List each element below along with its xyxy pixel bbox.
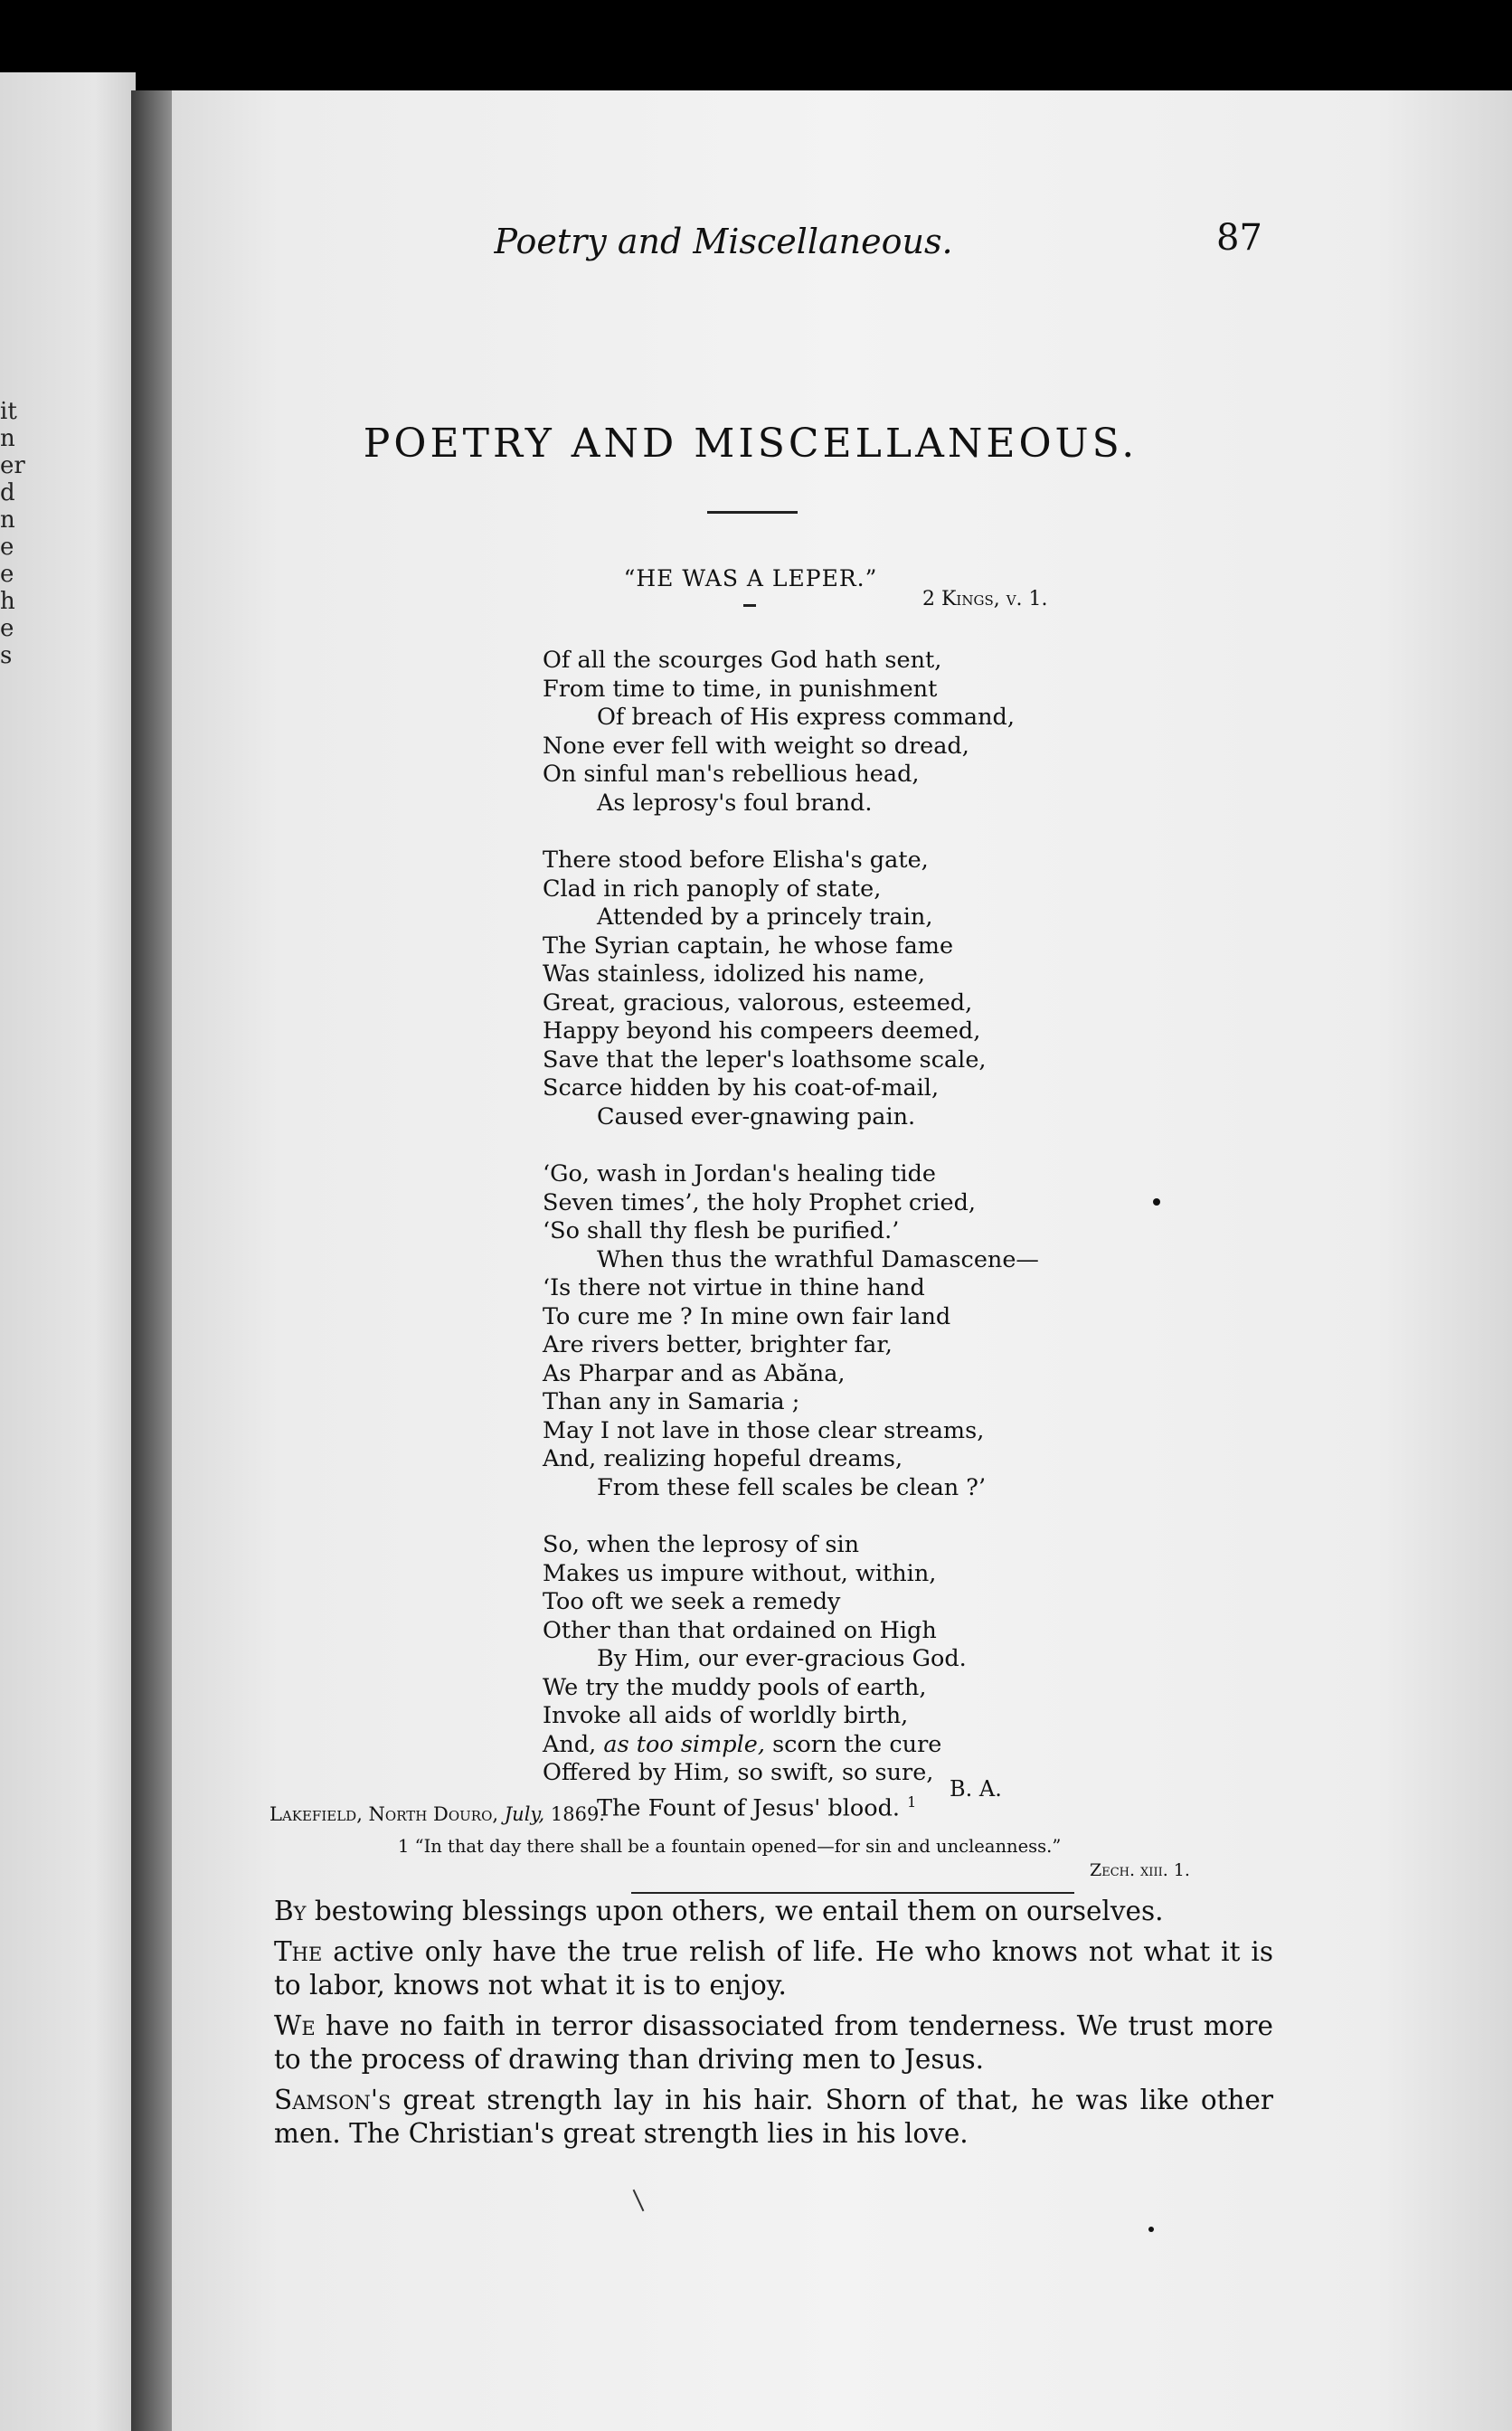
facing-fragment: e: [0, 561, 14, 588]
poem-reference: 2 Kings, v. 1.: [922, 588, 1048, 610]
section-title: POETRY AND MISCELLANEOUS.: [363, 421, 1139, 467]
poem-line: Was stainless, idolized his name,: [543, 960, 926, 988]
maxim-lead: Samson's: [274, 2085, 392, 2115]
poem-line: Makes us impure without, within,: [543, 1559, 937, 1587]
poem-line: Great, gracious, valorous, esteemed,: [543, 988, 973, 1017]
maxim-text: bestowing blessings upon others, we entail them on ourselves.: [306, 1896, 1164, 1926]
facing-fragment: it: [0, 398, 17, 425]
poem-signature: B. A.: [950, 1776, 1002, 1802]
poem-line: Attended by a princely train,: [597, 903, 933, 931]
maxim-lead: By: [274, 1896, 307, 1926]
place-year: 1869.: [550, 1803, 605, 1825]
poem-line: When thus the wrathful Damascene—: [597, 1245, 1039, 1273]
poem-line-italic: as too simple,: [603, 1730, 765, 1758]
facing-fragment: e: [0, 534, 14, 561]
poem-line: None ever fell with weight so dread,: [543, 732, 969, 760]
poem-line: Caused ever-gnawing pain.: [597, 1102, 916, 1130]
poem-line: On sinful man's rebellious head,: [543, 761, 920, 788]
poem-line-part: And,: [543, 1730, 597, 1758]
footnote-marker: 1: [907, 1793, 917, 1811]
poem-line: Other than that ordained on High: [543, 1616, 937, 1644]
maxim-text: great strength lay in his hair. Shorn of that, he was like other men. The Christian's great strength lies in his love.: [274, 2085, 1273, 2149]
poem-line: There stood before Elisha's gate,: [543, 847, 929, 874]
poem-line: Are rivers better, brighter far,: [543, 1331, 893, 1358]
maxim-text: active only have the true relish of life. He who knows not what it is to labor, knows not what it is to enjoy.: [274, 1936, 1273, 2001]
maxim-lead: The: [274, 1936, 323, 1967]
poem-line: Scarce hidden by his coat-of-mail,: [543, 1074, 940, 1102]
maxim-paragraph: [274, 2084, 1273, 2151]
poem-line-part: The Fount of Jesus' blood.: [597, 1794, 901, 1821]
book-spine-shadow: [131, 90, 176, 2431]
running-head: Poetry and Miscellaneous.: [494, 222, 953, 261]
poem-line-part: scorn the cure: [772, 1730, 942, 1758]
poem-line: Clad in rich panoply of state,: [543, 875, 882, 903]
poem-line: Than any in Samaria ;: [543, 1388, 800, 1415]
poem-line: Happy beyond his compeers deemed,: [543, 1017, 981, 1045]
facing-fragment: h: [0, 588, 15, 615]
poem-place-date: [269, 1803, 605, 1825]
facing-fragment: d: [0, 479, 15, 506]
poem-line: Of all the scourges God hath sent,: [543, 647, 942, 674]
poem-dash: [743, 604, 756, 607]
poem-line: As leprosy's foul brand.: [597, 789, 873, 817]
facing-fragment: er: [0, 452, 25, 479]
poem-line: [543, 1788, 1266, 1821]
maxim-paragraph: [274, 2010, 1273, 2076]
poem-line: To cure me ? In mine own fair land: [543, 1302, 951, 1330]
section-divider: [631, 1892, 1074, 1894]
page-number: 87: [1216, 217, 1262, 259]
poem-line: Save that the leper's loathsome scale,: [543, 1045, 987, 1074]
poem-line: We try the muddy pools of earth,: [543, 1673, 927, 1701]
show-through-texture: [244, 389, 1239, 425]
poem-line: Of breach of His express command,: [597, 704, 1015, 731]
maxim-paragraph: [274, 1895, 1273, 1928]
poem-line: The Syrian captain, he whose fame: [543, 932, 954, 960]
poem-line: ‘Is there not virtue in thine hand: [543, 1274, 925, 1301]
maxim-paragraph: [274, 1935, 1273, 2002]
poem-line: From these fell scales be clean ?’: [597, 1473, 987, 1501]
poem-line: May I not lave in those clear streams,: [543, 1416, 985, 1444]
facing-page-fragments: [0, 398, 27, 669]
footnote-reference: Zech. xiii. 1.: [1090, 1860, 1190, 1880]
facing-fragment: s: [0, 642, 13, 669]
footnote-text: 1 “In that day there shall be a fountain opened—for sin and uncleanness.”: [398, 1836, 1062, 1857]
ink-speck: [1148, 2227, 1154, 2232]
poem-line: Invoke all aids of worldly birth,: [543, 1702, 909, 1729]
place-month: July,: [504, 1803, 545, 1825]
poem-line: And, realizing hopeful dreams,: [543, 1445, 903, 1472]
poem-line: From time to time, in punishment: [543, 675, 938, 703]
scan-border-top: [0, 0, 1512, 99]
poem-line: Offered by Him, so swift, so sure,: [543, 1759, 934, 1786]
place-name: Lakefield, North Douro,: [269, 1803, 499, 1825]
poem-line: Seven times’, the holy Prophet cried,: [543, 1188, 977, 1216]
poem-line: ‘Go, wash in Jordan's healing tide: [543, 1160, 936, 1187]
poem-body: [543, 647, 1266, 1821]
maxim-text: have no faith in terror disassociated from tenderness. We trust more to the process of drawing than driving men to Jesus.: [274, 2010, 1273, 2075]
poem-line: By Him, our ever-gracious God.: [597, 1645, 967, 1672]
poem-line: Too oft we seek a remedy: [543, 1588, 841, 1615]
poem-line: ‘So shall thy flesh be purified.’: [543, 1217, 900, 1244]
title-rule: [707, 511, 798, 514]
facing-fragment: e: [0, 615, 14, 642]
poem-line: As Pharpar and as Abăna,: [543, 1359, 846, 1387]
poem-line: So, when the leprosy of sin: [543, 1531, 860, 1558]
poem-line: [543, 1731, 1266, 1760]
poem-title: “HE WAS A LEPER.”: [623, 565, 878, 591]
ink-speck: [1153, 1198, 1160, 1206]
facing-fragment: n: [0, 506, 15, 534]
facing-fragment: n: [0, 425, 15, 452]
maxim-lead: We: [274, 2010, 316, 2041]
